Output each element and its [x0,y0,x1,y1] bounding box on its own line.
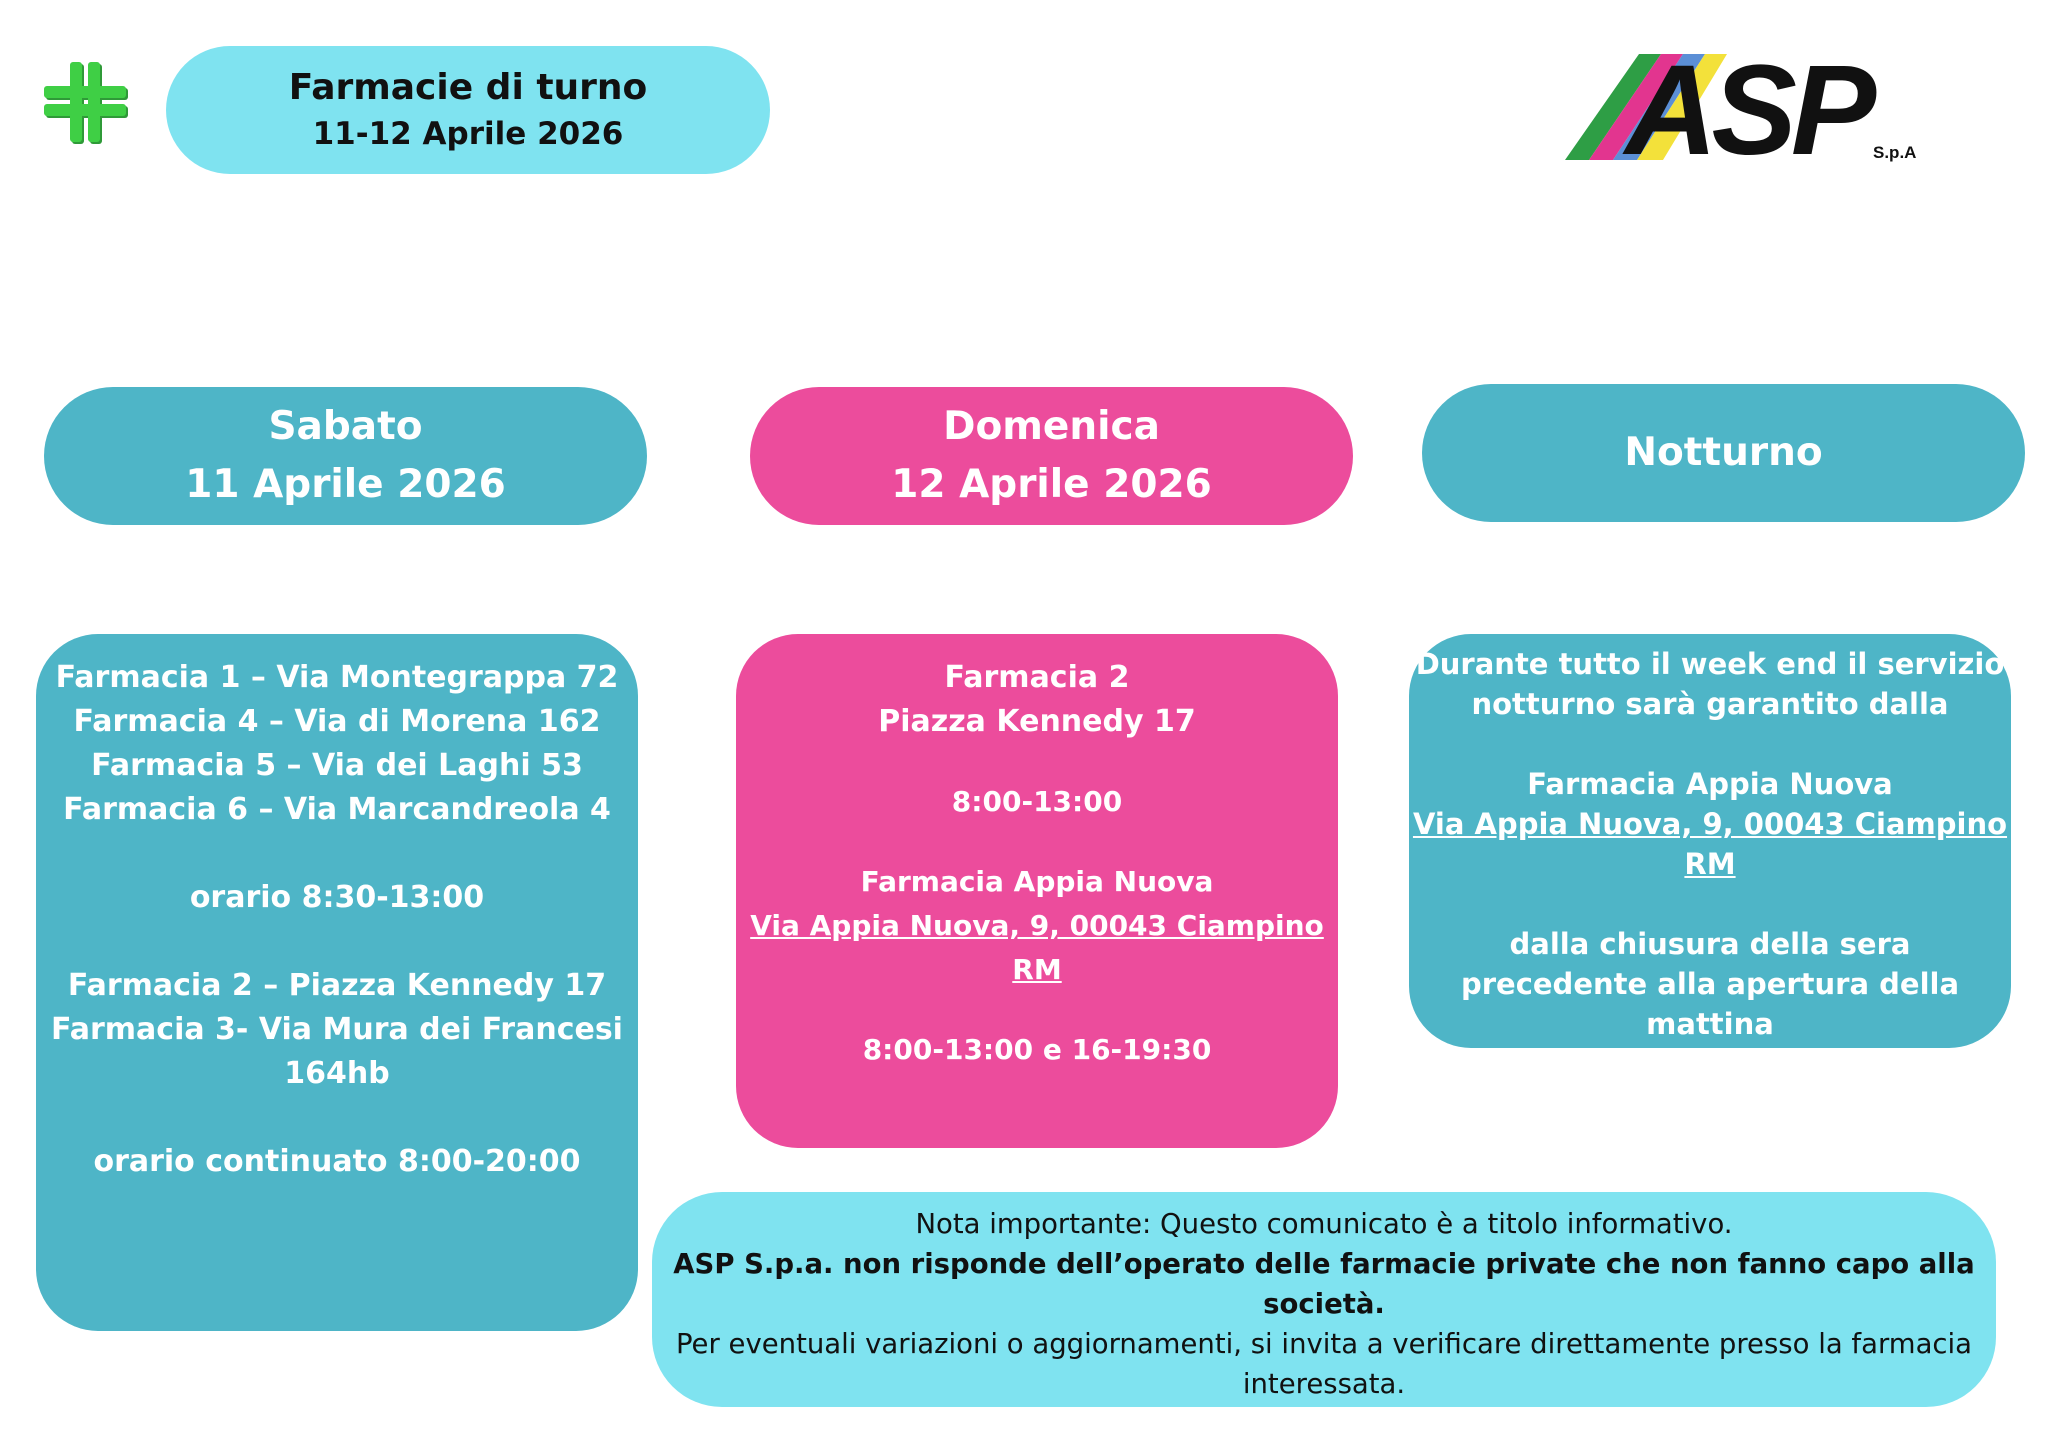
pharmacy-line: Farmacia 2 – Piazza Kennedy 17 [67,968,607,1003]
pharmacy-line: Farmacia 3- Via Mura dei Francesi [51,1012,623,1047]
pharmacy-name: Farmacia Appia Nuova [1527,767,1893,801]
opening-hours: orario continuato 8:00-20:00 [93,1144,581,1179]
pharmacy-address-link[interactable]: Via Appia Nuova, 9, 00043 Ciampino RM [1412,807,2008,881]
pharmacy-name: Farmacia Appia Nuova [860,865,1214,898]
svg-text:ASP: ASP [1625,48,1871,166]
page-subtitle-date: 11-12 Aprile 2026 [312,116,624,152]
important-note [652,1192,1996,1407]
sabato-date: 11 Aprile 2026 [185,462,506,507]
domenica-schedule-box [736,634,1338,1148]
notturno-outro: precedente alla apertura della mattina [1460,967,1960,1041]
opening-hours: 8:00-13:00 [951,785,1123,818]
notturno-header [1422,384,2025,522]
note-disclaimer: ASP S.p.a. non risponde dell’operato delle farmacie private che non fanno capo alla società. [673,1248,1975,1320]
sabato-schedule-box [36,634,638,1331]
pharmacy-address: Piazza Kennedy 17 [878,704,1196,739]
pharmacy-line: Farmacia 4 – Via di Morena 162 [73,704,601,739]
notturno-outro: successiva [1622,1047,1798,1081]
svg-text:S.p.A: S.p.A [1873,143,1917,162]
asp-logo [1565,48,1955,166]
domenica-date: 12 Aprile 2026 [891,462,1212,507]
note-line: Per eventuali variazioni o aggiornamenti, si invita a verificare direttamente presso la farmacia [675,1328,1973,1360]
sabato-header [44,387,647,525]
pharmacy-name: Farmacia 2 [944,660,1130,695]
notturno-title: Notturno [1624,430,1823,475]
opening-hours: 8:00-13:00 e 16-19:30 [862,1033,1212,1066]
pharmacy-line: 164hb [284,1056,390,1091]
notturno-info-box [1409,634,2011,1081]
pharmacy-line: Farmacia 1 – Via Montegrappa 72 [55,660,619,695]
notturno-intro: notturno sarà garantito dalla [1471,687,1949,721]
pharmacy-cross-icon [42,58,132,148]
notturno-outro: dalla chiusura della sera [1509,927,1911,961]
page-title: Farmacie di turno [288,67,648,108]
title-banner [166,46,770,174]
notturno-intro: Durante tutto il week end il servizio [1415,647,2005,681]
pharmacy-address-link[interactable]: Via Appia Nuova, 9, 00043 Ciampino RM [750,909,1324,986]
note-line: Nota importante: Questo comunicato è a titolo informativo. [915,1208,1733,1240]
sabato-day: Sabato [268,404,423,449]
domenica-header [750,387,1353,525]
opening-hours: orario 8:30-13:00 [189,880,485,915]
domenica-day: Domenica [943,404,1160,449]
pharmacy-line: Farmacia 5 – Via dei Laghi 53 [91,748,583,783]
note-line: interessata. [1242,1368,1406,1400]
pharmacy-line: Farmacia 6 – Via Marcandreola 4 [63,792,611,827]
